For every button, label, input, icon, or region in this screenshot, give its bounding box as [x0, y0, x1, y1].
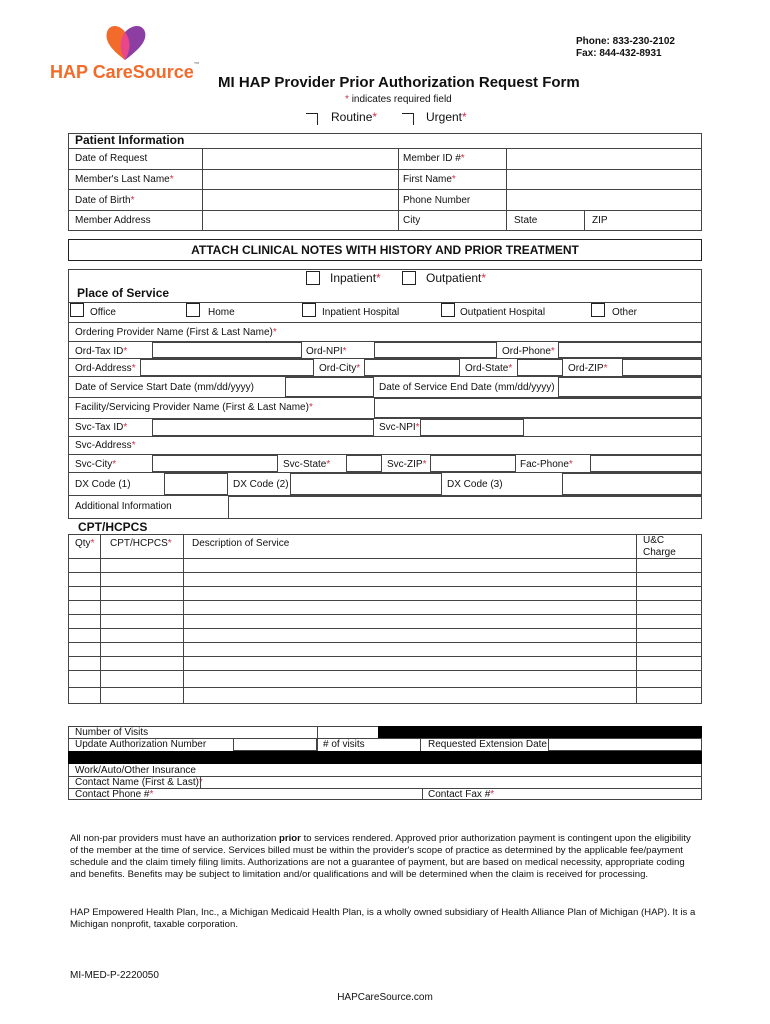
svc-state-asterisk: *	[326, 459, 331, 470]
ordering-provider-label	[75, 327, 277, 338]
logo-caresource: CareSource	[92, 62, 194, 82]
outpatient-checkbox[interactable]	[402, 271, 416, 285]
outpatient-asterisk: *	[481, 271, 487, 285]
routine-text: Routine	[331, 110, 373, 124]
heart-logo-icon	[103, 22, 149, 62]
num-visits-input[interactable]	[420, 738, 421, 751]
extension-date-label: Requested Extension Date	[428, 739, 547, 750]
svc-npi-label	[379, 422, 420, 433]
date-of-request-input[interactable]	[203, 149, 398, 169]
ord-address-asterisk: *	[131, 363, 136, 374]
disclaimer-p1-end: to services rendered. Approved prior authorization payment is contingent upon the eligibility of the member at the time of service. Services billed must be within the provider's scope of practice as determined by the applicable fee/payment schedule and the claim timely filing limits. Authorizations are not a guarantee of payment, but are based on medical necessity, appropriate coding and benefits. Benefits may be subject to limitation and/or qualifications and will be determined when the claim is received for processing.	[70, 833, 691, 880]
ord-tax-asterisk: *	[123, 346, 128, 357]
contact-fax-input[interactable]	[500, 788, 702, 800]
contact-phone-label	[75, 789, 153, 800]
contact-name-label	[75, 777, 203, 788]
zip-label: ZIP	[592, 215, 608, 226]
svc-city-asterisk: *	[112, 459, 117, 470]
fac-phone-asterisk: *	[568, 459, 573, 470]
routine-label	[331, 110, 377, 124]
start-date-label: Date of Service Start Date (mm/dd/yyyy)	[75, 382, 254, 393]
disclaimer-p1-bold: prior	[279, 833, 301, 844]
required-note	[345, 94, 452, 105]
description-header: Description of Service	[192, 538, 290, 549]
page-title: MI HAP Provider Prior Authorization Request Form	[218, 74, 580, 91]
contact-fax-asterisk: *	[490, 789, 495, 800]
svc-tax-asterisk: *	[123, 422, 128, 433]
uc-header: U&C	[643, 535, 665, 546]
office-checkbox[interactable]	[70, 303, 84, 317]
ord-city-label	[319, 363, 360, 374]
dob-asterisk: *	[130, 195, 135, 206]
dx3-label: DX Code (3)	[447, 479, 503, 490]
contact-phone: Phone: 833-230-2102	[576, 36, 675, 47]
extension-date-input[interactable]	[548, 738, 702, 751]
ord-tax-label	[75, 346, 127, 357]
ord-zip-text: Ord-ZIP	[568, 363, 604, 374]
phone-number-input[interactable]	[507, 190, 702, 210]
facility-text: Facility/Servicing Provider Name (First & Last Name)	[75, 402, 309, 413]
member-id-input[interactable]	[507, 149, 702, 169]
urgent-checkbox[interactable]	[402, 113, 414, 125]
place-of-service-title: Place of Service	[77, 286, 170, 300]
member-id-label	[403, 153, 465, 164]
outpatient-hospital-label: Outpatient Hospital	[460, 307, 546, 318]
ord-state-text: Ord-State	[465, 363, 509, 374]
urgent-asterisk: *	[462, 110, 467, 124]
svc-address-asterisk: *	[131, 440, 136, 451]
required-note-text: indicates required field	[351, 94, 452, 105]
ord-phone-input[interactable]	[558, 342, 702, 358]
disclaimer-paragraph-1	[70, 833, 700, 881]
other-checkbox[interactable]	[591, 303, 605, 317]
ord-city-input[interactable]	[364, 359, 460, 376]
svc-city-text: Svc-City	[75, 459, 113, 470]
contact-name-input[interactable]	[200, 776, 201, 788]
svc-state-input[interactable]	[346, 455, 382, 472]
ord-city-asterisk: *	[356, 363, 361, 374]
urgent-text: Urgent	[426, 110, 463, 124]
member-id-text: Member ID #	[403, 153, 461, 164]
qty-header-asterisk: *	[90, 538, 95, 549]
dob-text: Date of Birth	[75, 195, 131, 206]
svc-address-label	[75, 440, 136, 451]
inpatient-asterisk: *	[376, 271, 381, 285]
disclaimer-p1-start: All non-par providers must have an authorization	[70, 833, 280, 844]
ord-address-text: Ord-Address	[75, 363, 132, 374]
cpt-code-header-asterisk: *	[167, 538, 172, 549]
dx1-input[interactable]	[164, 473, 228, 495]
dx3-input[interactable]	[562, 473, 702, 495]
contact-name-asterisk: *	[198, 777, 203, 788]
ord-npi-label	[306, 346, 347, 357]
svc-city-input[interactable]	[152, 455, 278, 472]
home-checkbox[interactable]	[186, 303, 200, 317]
facility-asterisk: *	[308, 402, 313, 413]
outpatient-hospital-checkbox[interactable]	[441, 303, 455, 317]
contact-phone-input[interactable]	[149, 788, 422, 800]
svc-zip-label	[387, 459, 426, 470]
city-label: City	[403, 215, 421, 226]
logo-tm: ™	[193, 62, 200, 68]
inpatient-text: Inpatient	[330, 271, 377, 285]
member-address-label: Member Address	[75, 215, 151, 226]
ord-tax-text: Ord-Tax ID	[75, 346, 124, 357]
inpatient-hospital-label: Inpatient Hospital	[322, 307, 400, 318]
dob-input[interactable]	[203, 190, 398, 210]
member-id-asterisk: *	[460, 153, 465, 164]
facility-input[interactable]	[374, 398, 702, 418]
other-label: Other	[612, 307, 638, 318]
ord-tax-input[interactable]	[152, 342, 302, 358]
num-visits-label: # of visits	[323, 739, 365, 750]
first-name-input[interactable]	[507, 170, 702, 189]
svc-zip-input[interactable]	[430, 455, 516, 472]
cpt-title: CPT/HCPCS	[78, 520, 148, 534]
disclaimer-paragraph-2: HAP Empowered Health Plan, Inc., a Michigan Medicaid Health Plan, is a wholly owned subsidiary of Health Alliance Plan of Michigan (HAP). It is a Michigan nonprofit, taxable corporation.	[70, 907, 696, 930]
update-auth-input[interactable]	[233, 738, 317, 751]
ord-state-label	[465, 363, 512, 374]
home-label: Home	[208, 307, 235, 318]
additional-info-label: Additional Information	[75, 501, 172, 512]
routine-asterisk: *	[372, 110, 378, 124]
last-name-input[interactable]	[203, 170, 398, 189]
fac-phone-text: Fac-Phone	[520, 459, 569, 470]
cpt-table	[68, 534, 702, 704]
patient-info-title: Patient Information	[75, 133, 185, 147]
svc-tax-text: Svc-Tax ID	[75, 422, 124, 433]
black-bar-top	[378, 726, 702, 738]
ord-zip-label	[568, 363, 607, 374]
footer-site[interactable]: HAPCareSource.com	[337, 992, 433, 1003]
outpatient-text: Outpatient	[426, 271, 482, 285]
contact-phone-asterisk: *	[149, 789, 154, 800]
update-auth-label: Update Authorization Number	[75, 739, 207, 750]
inpatient-label	[330, 271, 381, 285]
ord-npi-input[interactable]	[374, 342, 497, 358]
contact-name-text: Contact Name (First & Last)	[75, 777, 199, 788]
last-name-text: Member's Last Name	[75, 174, 170, 185]
cpt-code-header-text: CPT/HCPCS	[110, 538, 168, 549]
fac-phone-input[interactable]	[590, 455, 702, 472]
phone-number-label: Phone Number	[403, 195, 471, 206]
urgent-label	[426, 110, 467, 124]
first-name-label	[403, 174, 456, 185]
office-label: Office	[90, 307, 116, 318]
cpt-code-header	[110, 538, 172, 549]
dx2-input[interactable]	[290, 473, 442, 495]
inpatient-checkbox[interactable]	[306, 271, 320, 285]
black-bar-middle	[68, 751, 702, 764]
fac-phone-label	[520, 459, 573, 470]
first-name-text: First Name	[403, 174, 452, 185]
routine-checkbox[interactable]	[306, 113, 318, 125]
svc-npi-text: Svc-NPI	[379, 422, 416, 433]
svc-npi-input[interactable]	[420, 419, 524, 436]
end-date-label: Date of Service End Date (mm/dd/yyyy)	[379, 382, 555, 393]
svc-zip-text: Svc-ZIP	[387, 459, 423, 470]
dob-label	[75, 195, 135, 206]
work-auto-label: Work/Auto/Other Insurance	[75, 765, 196, 776]
charge-header: Charge	[643, 547, 676, 558]
svc-tax-label	[75, 422, 127, 433]
ord-npi-text: Ord-NPI	[306, 346, 343, 357]
contact-phone-text: Contact Phone #	[75, 789, 150, 800]
dx2-label: DX Code (2)	[233, 479, 289, 490]
state-label: State	[514, 215, 538, 226]
form-code: MI-MED-P-2220050	[70, 970, 159, 981]
qty-header-text: Qty	[75, 538, 91, 549]
attach-banner-text: ATTACH CLINICAL NOTES WITH HISTORY AND PRIOR TREATMENT	[191, 243, 579, 257]
end-date-input[interactable]	[558, 377, 702, 397]
ordering-provider-asterisk: *	[272, 327, 277, 338]
svc-state-label	[283, 459, 330, 470]
qty-header	[75, 538, 94, 549]
ord-address-input[interactable]	[140, 359, 314, 376]
inpatient-hospital-checkbox[interactable]	[302, 303, 316, 317]
logo-hap: HAP	[50, 62, 93, 82]
ord-phone-label	[502, 346, 555, 357]
logo	[50, 22, 210, 84]
facility-label	[75, 402, 313, 413]
ord-city-text: Ord-City	[319, 363, 357, 374]
ord-zip-asterisk: *	[603, 363, 608, 374]
ord-phone-text: Ord-Phone	[502, 346, 551, 357]
first-name-asterisk: *	[451, 174, 456, 185]
required-asterisk: *	[345, 94, 349, 105]
svc-address-text: Svc-Address	[75, 440, 132, 451]
contact-fax-text: Contact Fax #	[428, 789, 491, 800]
visits-label: Number of Visits	[75, 727, 149, 738]
ord-phone-asterisk: *	[550, 346, 555, 357]
last-name-label	[75, 174, 174, 185]
svc-tax-input[interactable]	[152, 419, 374, 436]
ord-state-asterisk: *	[508, 363, 513, 374]
ord-address-label	[75, 363, 136, 374]
contact-fax: Fax: 844-432-8931	[576, 48, 662, 59]
date-of-request-label: Date of Request	[75, 153, 148, 164]
svc-city-label	[75, 459, 116, 470]
svc-zip-asterisk: *	[422, 459, 427, 470]
contact-fax-label	[428, 789, 494, 800]
additional-info-input[interactable]	[228, 496, 702, 519]
last-name-asterisk: *	[169, 174, 174, 185]
ord-npi-asterisk: *	[342, 346, 347, 357]
outpatient-label	[426, 271, 486, 285]
start-date-input[interactable]	[285, 377, 374, 397]
ord-zip-input[interactable]	[622, 359, 702, 376]
member-address-input[interactable]	[203, 211, 398, 231]
ordering-provider-text: Ordering Provider Name (First & Last Name)	[75, 327, 273, 338]
dx1-label: DX Code (1)	[75, 479, 131, 490]
svc-npi-asterisk: *	[415, 422, 420, 433]
svc-state-text: Svc-State	[283, 459, 327, 470]
ord-state-input[interactable]	[517, 359, 563, 376]
